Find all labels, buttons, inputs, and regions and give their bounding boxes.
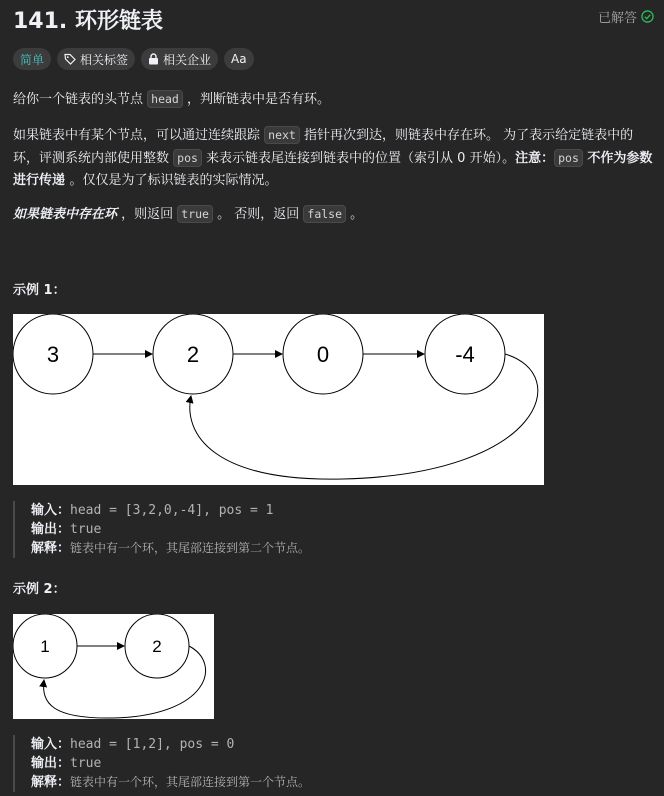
explain-label: 解释： — [31, 775, 71, 790]
text-span: 。 — [346, 207, 364, 222]
example-explain-line — [31, 539, 310, 558]
text-span: ，判断链表中是否有环。 — [182, 92, 330, 107]
input-label: 输入： — [31, 503, 71, 518]
note-text: 不作为参数进行传递 — [13, 151, 653, 188]
translate-icon: Aa — [231, 52, 247, 66]
difficulty-badge[interactable] — [13, 48, 51, 70]
description-paragraph-1 — [13, 88, 653, 111]
output-label: 输出： — [31, 756, 71, 771]
solved-status — [598, 7, 654, 26]
input-label: 输入： — [31, 737, 71, 752]
tag-bar — [13, 48, 254, 70]
text-span: 来表示链表尾连接到链表中的位置（索引从 0 开始）。 — [201, 151, 516, 166]
description-paragraph-2 — [13, 124, 653, 192]
example-input-line — [31, 735, 310, 754]
input-value: head = [3,2,0,-4], pos = 1 — [70, 503, 274, 518]
output-label: 输出： — [31, 522, 71, 537]
node-value: 1 — [40, 637, 50, 656]
inline-code: pos — [173, 149, 202, 167]
solved-label: 已解答 — [597, 11, 637, 26]
emphasis-text: 如果链表中存在环 — [13, 207, 118, 222]
example-output-line — [31, 520, 310, 539]
font-size-button[interactable] — [224, 48, 254, 70]
node-value: -4 — [455, 342, 475, 367]
inline-code: head — [147, 90, 183, 108]
explain-value: 链表中有一个环，其尾部连接到第一个节点。 — [70, 775, 311, 789]
description-paragraph-3 — [13, 203, 653, 226]
inline-code: next — [264, 126, 300, 144]
page-title: 141. 环形链表 — [13, 9, 163, 34]
check-circle-icon — [641, 10, 654, 23]
example-1-io — [13, 501, 310, 558]
text-span: 如果链表中有某个节点，可以通过连续跟踪 — [13, 128, 265, 143]
example-explain-line — [31, 773, 310, 792]
note-label: 注意： — [515, 151, 555, 166]
explain-value: 链表中有一个环，其尾部连接到第二个节点。 — [70, 541, 311, 555]
topics-tag-label: 相关标签 — [80, 52, 129, 67]
text-span: 。仅仅是为了标识链表的实际情况。 — [69, 173, 278, 188]
tag-icon — [64, 53, 76, 65]
companies-tag-button[interactable] — [141, 48, 218, 70]
text-span: ，则返回 — [117, 207, 178, 222]
example-2-io — [13, 735, 310, 792]
explain-label: 解释： — [31, 541, 71, 556]
node-value: 2 — [152, 637, 162, 656]
node-value: 0 — [316, 342, 330, 367]
example-1-diagram — [13, 314, 544, 485]
output-value: true — [70, 522, 102, 537]
text-span: 给你一个链表的头节点 — [13, 92, 148, 107]
example-input-line — [31, 501, 310, 520]
companies-tag-label: 相关企业 — [163, 52, 212, 67]
node-value: 3 — [46, 342, 60, 367]
difficulty-label: 简单 — [20, 52, 45, 67]
node-value: 2 — [186, 342, 200, 367]
input-value: head = [1,2], pos = 0 — [70, 737, 235, 752]
text-span: 。 否则，返回 — [212, 207, 304, 222]
example-1-title: 示例 1： — [13, 283, 66, 298]
example-output-line — [31, 754, 310, 773]
example-2-diagram — [13, 614, 214, 719]
inline-code: pos — [554, 149, 583, 167]
inline-code: true — [177, 205, 213, 223]
output-value: true — [70, 756, 102, 771]
example-2-title: 示例 2： — [13, 582, 66, 597]
topics-tag-button[interactable] — [57, 48, 135, 70]
text-span: 指针再次到达，则链表中存在环。 为了表示给定链表中的环，评测系统内部使用整数 — [13, 128, 634, 166]
lock-icon — [148, 53, 159, 65]
inline-code: false — [303, 205, 346, 223]
